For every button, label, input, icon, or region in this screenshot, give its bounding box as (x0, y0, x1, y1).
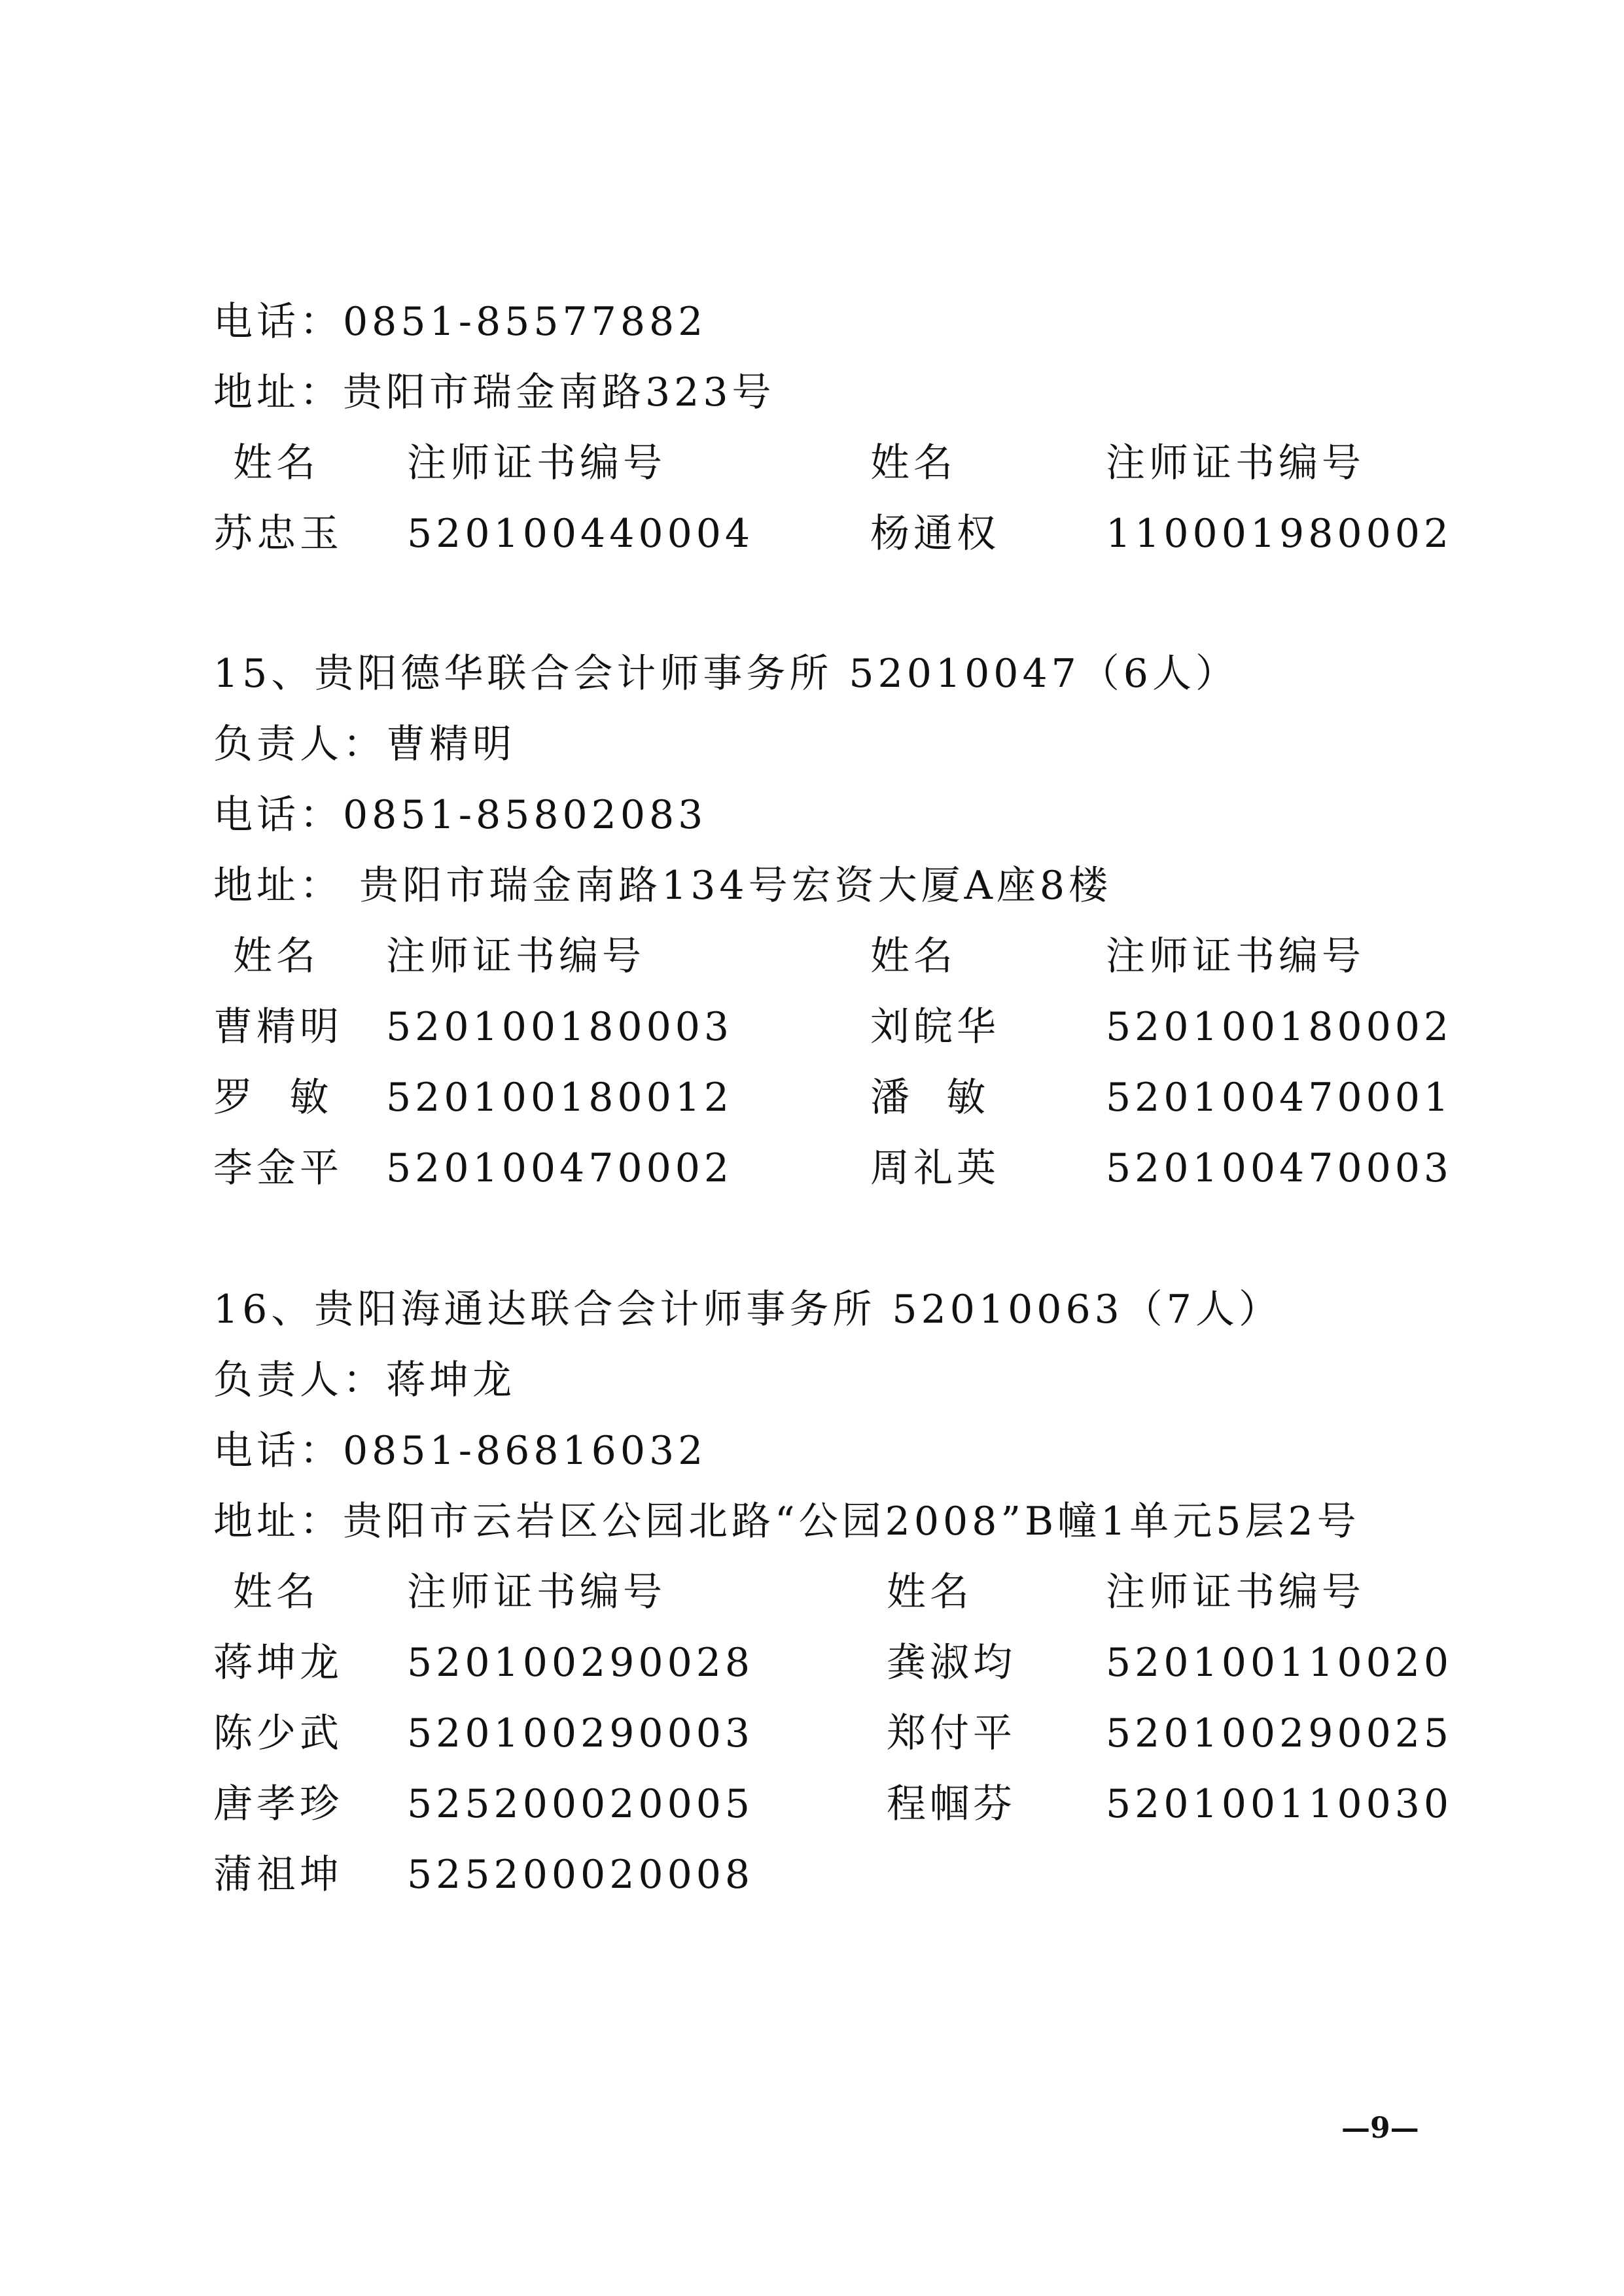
member-name: 陈少武 (213, 1711, 343, 1756)
header-cert-1: 注师证书编号 (407, 440, 666, 486)
member-name: 李金平 (213, 1145, 343, 1191)
header-cert-1: 注师证书编号 (386, 933, 645, 979)
header-cert-2: 注师证书编号 (1106, 440, 1365, 486)
member-name: 潘 敏 (870, 1075, 990, 1121)
header-name-2: 姓名 (870, 933, 957, 979)
firm16-address: 地址：贵阳市云岩区公园北路“公园2008”B幢1单元5层2号 (213, 1499, 1360, 1544)
member-cert: 520100110030 (1106, 1781, 1453, 1827)
table-row (0, 1001, 1624, 1053)
firm16-head: 负责人：蒋坤龙 (213, 1357, 516, 1403)
table-row (0, 1849, 1624, 1901)
member-name: 刘皖华 (870, 1004, 1000, 1050)
header-name-1: 姓名 (233, 933, 319, 979)
header-name-1: 姓名 (233, 440, 319, 486)
header-cert-1: 注师证书编号 (407, 1569, 666, 1615)
member-name: 苏忠玉 (213, 511, 343, 557)
header-name-2: 姓名 (887, 1569, 973, 1615)
member-name: 杨通权 (870, 511, 1000, 557)
member-name: 唐孝珍 (213, 1781, 343, 1827)
table-row (0, 508, 1624, 560)
firm16-title: 16、贵阳海通达联合会计师事务所 52010063（7人） (213, 1287, 1282, 1332)
firm15-table-header (0, 930, 1624, 983)
member-cert: 520100290028 (407, 1640, 754, 1686)
firm15-head: 负责人：曹精明 (213, 722, 516, 767)
member-cert: 520100470003 (1106, 1145, 1453, 1191)
firm15-title: 15、贵阳德华联合会计师事务所 52010047（6人） (213, 651, 1239, 697)
table-row (0, 1142, 1624, 1194)
member-cert: 520100180003 (386, 1004, 733, 1050)
member-cert: 520100470002 (386, 1145, 733, 1191)
member-cert: 520100290003 (407, 1711, 754, 1756)
firm15-phone: 电话：0851-85802083 (213, 792, 707, 838)
firm16-table-header (0, 1566, 1624, 1618)
member-name: 蒲祖坤 (213, 1852, 343, 1898)
member-name: 蒋坤龙 (213, 1640, 343, 1686)
member-name: 周礼英 (870, 1145, 1000, 1191)
firm14-address: 地址：贵阳市瑞金南路323号 (213, 370, 775, 415)
member-cert: 525200020005 (407, 1781, 754, 1827)
member-cert: 520100470001 (1106, 1075, 1453, 1121)
header-cert-2: 注师证书编号 (1106, 933, 1365, 979)
table-row (0, 1071, 1624, 1124)
header-cert-2: 注师证书编号 (1106, 1569, 1365, 1615)
member-name: 曹精明 (213, 1004, 343, 1050)
member-name: 罗 敏 (213, 1075, 333, 1121)
member-name: 程帼芬 (887, 1781, 1016, 1827)
table-row (0, 1707, 1624, 1760)
firm15-address: 地址： 贵阳市瑞金南路134号宏资大厦A座8楼 (213, 863, 1112, 909)
page-number: —9— (1341, 2112, 1419, 2145)
member-cert: 525200020008 (407, 1852, 754, 1898)
table-row (0, 1778, 1624, 1830)
member-cert: 520100180012 (386, 1075, 733, 1121)
member-name: 郑付平 (887, 1711, 1016, 1756)
member-cert: 520100110020 (1106, 1640, 1453, 1686)
member-cert: 520100440004 (407, 511, 754, 557)
table-row (0, 1637, 1624, 1689)
member-name: 龚淑均 (887, 1640, 1016, 1686)
member-cert: 520100290025 (1106, 1711, 1453, 1756)
firm16-phone: 电话：0851-86816032 (213, 1428, 707, 1474)
firm14-phone: 电话：0851-85577882 (213, 299, 707, 345)
header-name-1: 姓名 (233, 1569, 319, 1615)
firm14-table-header (0, 437, 1624, 489)
member-cert: 110001980002 (1106, 511, 1453, 557)
header-name-2: 姓名 (870, 440, 957, 486)
member-cert: 520100180002 (1106, 1004, 1453, 1050)
